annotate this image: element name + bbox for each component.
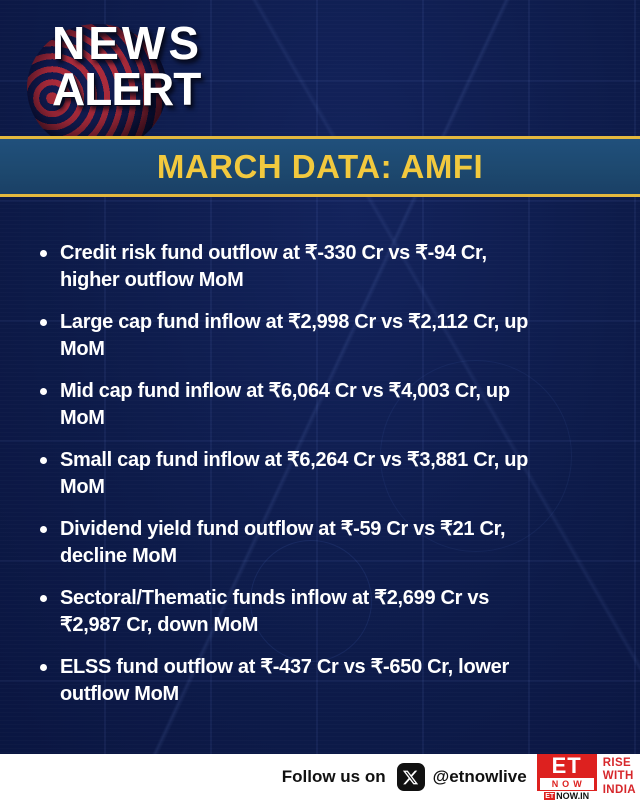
bullet-text-mid-cap	[60, 378, 510, 432]
tagline-line: WITH	[602, 770, 634, 783]
logo-word-news: NEWS	[52, 17, 202, 69]
bullet-line: Mid cap fund inflow at ₹6,064 Cr vs ₹4,003 Cr, up	[60, 380, 510, 402]
bullet-line: higher outflow MoM	[60, 269, 244, 291]
rise-with-india-tagline	[603, 757, 636, 798]
headline-banner	[0, 136, 640, 197]
follow-us-label: Follow us on	[281, 767, 386, 786]
list-item	[40, 447, 626, 501]
etnow-site-et: ET	[545, 793, 555, 800]
bullet-line: outflow MoM	[60, 683, 179, 705]
list-item	[40, 585, 626, 639]
bullet-text-credit-risk	[60, 240, 487, 294]
list-item	[40, 516, 626, 570]
tagline-line: RISE	[602, 756, 632, 769]
bullet-line: Sectoral/Thematic funds inflow at ₹2,699 Cr vs	[60, 587, 490, 609]
bullet-text-large-cap	[60, 309, 528, 363]
logo-word-alert: ALERT	[52, 63, 201, 115]
bullet-line: Credit risk fund outflow at ₹-330 Cr vs ₹-94 Cr,	[60, 242, 487, 264]
bullet-line: Small cap fund inflow at ₹6,264 Cr vs ₹3,881 Cr, up	[60, 449, 529, 471]
bullet-text-dividend-yield	[60, 516, 505, 570]
bullet-dot	[40, 457, 47, 464]
etnow-website-label	[537, 791, 597, 800]
bullet-dot	[40, 526, 47, 533]
news-alert-logo-text	[52, 17, 202, 115]
bullet-dot	[40, 250, 47, 257]
data-bullet-list	[40, 240, 626, 708]
page-title: MARCH DATA: AMFI	[156, 147, 484, 185]
et-now-logo	[537, 754, 597, 800]
et-now-logo-now: NOW	[540, 778, 594, 790]
bullet-dot	[40, 595, 47, 602]
twitter-handle-link[interactable]: @etnowlive	[432, 767, 527, 786]
tagline-line: INDIA	[602, 783, 636, 796]
etnow-site-now: NOW.IN	[556, 791, 590, 800]
x-twitter-icon[interactable]	[397, 763, 425, 791]
bullet-line: Large cap fund inflow at ₹2,998 Cr vs ₹2,112 Cr, up	[60, 311, 529, 333]
bullet-text-small-cap	[60, 447, 528, 501]
bullet-dot	[40, 319, 47, 326]
list-item	[40, 309, 626, 363]
bullet-dot	[40, 664, 47, 671]
bullet-line: ₹2,987 Cr, down MoM	[60, 614, 259, 636]
bullet-line: decline MoM	[60, 545, 177, 567]
et-now-logo-et: ET	[551, 753, 582, 778]
list-item	[40, 378, 626, 432]
bullet-text-elss	[60, 654, 509, 708]
bullet-text-sectoral-thematic	[60, 585, 489, 639]
bullet-line: MoM	[60, 407, 105, 429]
list-item	[40, 240, 626, 294]
list-item	[40, 654, 626, 708]
bullet-dot	[40, 388, 47, 395]
bullet-line: MoM	[60, 476, 105, 498]
bullet-line: Dividend yield fund outflow at ₹-59 Cr vs ₹21 Cr,	[60, 518, 506, 540]
footer-bar	[0, 754, 640, 800]
bullet-line: MoM	[60, 338, 105, 360]
bullet-line: ELSS fund outflow at ₹-437 Cr vs ₹-650 Cr, lower	[60, 656, 509, 678]
